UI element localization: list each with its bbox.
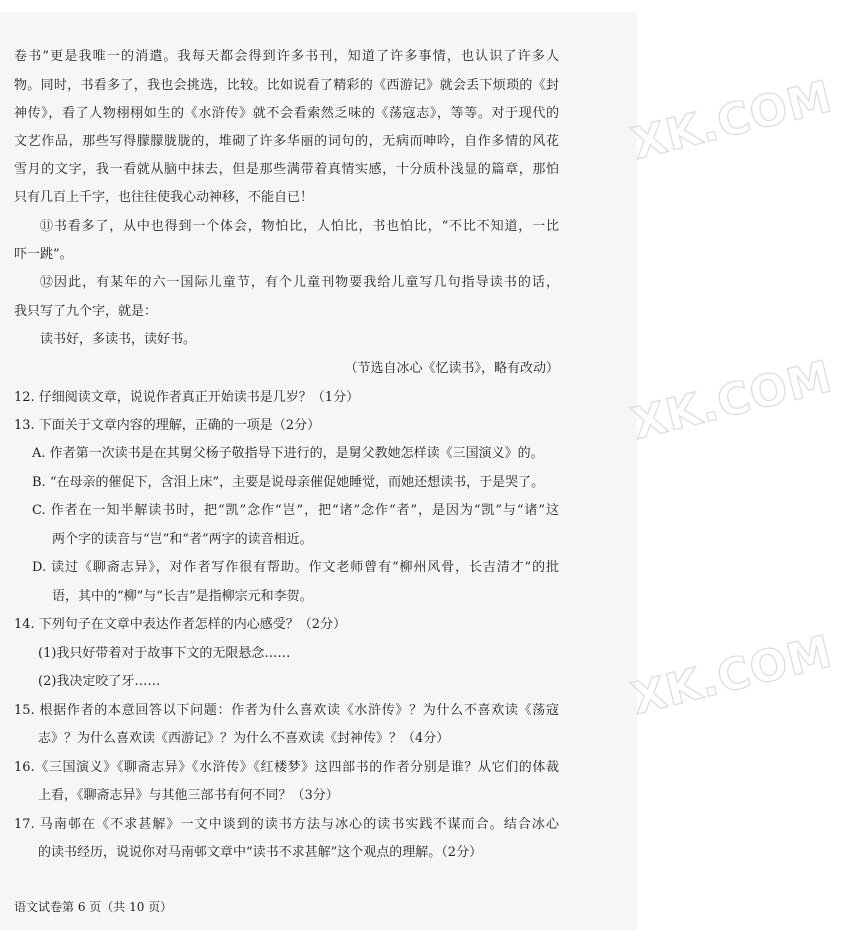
question-16-cont: 上看，《聊斋志异》与其他三部书有何不同？（3分） bbox=[38, 788, 339, 803]
passage-line: 卷书”更是我唯一的消遣。我每天都会得到许多书刊，知道了许多事情，也认识了许多人 bbox=[14, 49, 559, 64]
question-14-item-1: (1)我只好带着对于故事下文的无限悬念…… bbox=[38, 646, 291, 661]
passage-source: （节选自冰心《忆读书》，略有改动） bbox=[344, 361, 559, 376]
passage-line: 神传》，看了人物栩栩如生的《水浒传》就不会看索然乏味的《荡寇志》，等等。对于现代的 bbox=[14, 106, 559, 121]
watermark: XK.COM bbox=[626, 71, 838, 170]
passage-paragraph-12: ⑫因此，有某年的六一国际儿童节，有个儿童刊物要我给儿童写几句指导读书的话， bbox=[40, 275, 559, 290]
passage-paragraph-11: ⑪书看多了，从中也得到一个体会，物怕比，人怕比，书也怕比，“不比不知道，一比 bbox=[40, 219, 559, 234]
watermark: XK.COM bbox=[626, 626, 838, 725]
question-13-option-c: C. 作者在一知半解读书时，把“凯”念作“岂”，把“诸”念作“者”，是因为“凯”与“诸”这 bbox=[32, 503, 559, 518]
question-15: 15. 根据作者的本意回答以下问题：作者为什么喜欢读《水浒传》？为什么不喜欢读《荡寇 bbox=[14, 703, 559, 718]
question-13-option-c-cont: 两个字的读音与“岂”和“者”两字的读音相近。 bbox=[52, 532, 313, 547]
question-13-option-d-cont: 语，其中的“柳”与“长吉”是指柳宗元和李贺。 bbox=[52, 589, 313, 604]
question-15-cont: 志》？为什么喜欢读《西游记》？为什么不喜欢读《封神传》？（4分） bbox=[38, 731, 450, 746]
passage-line: 我只写了九个字，就是： bbox=[14, 304, 158, 319]
exam-page bbox=[0, 12, 637, 930]
question-13-option-d: D. 读过《聊斋志异》，对作者写作很有帮助。作文老师曾有“柳州风骨，长吉清才”的批 bbox=[32, 560, 559, 575]
question-17: 17. 马南邨在《不求甚解》一文中谈到的读书方法与冰心的读书实践不谋而合。结合冰心 bbox=[14, 817, 559, 832]
passage-line: 文艺作品，那些写得朦朦胧胧的，堆砌了许多华丽的词句的，无病而呻吟，自作多情的风花 bbox=[14, 134, 559, 149]
question-16: 16.《三国演义》《聊斋志异》《水浒传》《红楼梦》这四部书的作者分别是谁？从它们的体裁 bbox=[14, 760, 559, 775]
passage-line: 雪月的文字，我一看就从脑中抹去，但是那些满带着真情实感，十分质朴浅显的篇章，那怕 bbox=[14, 162, 559, 177]
passage-motto: 读书好，多读书，读好书。 bbox=[40, 332, 197, 347]
question-13-option-a: A. 作者第一次读书是在其舅父杨子敬指导下进行的，是舅父教她怎样读《三国演义》的。 bbox=[32, 446, 544, 461]
question-13-option-b: B. “在母亲的催促下，含泪上床”，主要是说母亲催促她睡觉，而她还想读书，于是哭了。 bbox=[32, 475, 545, 490]
question-17-cont: 的读书经历，说说你对马南邨文章中“读书不求甚解”这个观点的理解。（2分） bbox=[38, 845, 483, 860]
question-14-item-2: (2)我决定咬了牙…… bbox=[38, 674, 161, 689]
page-footer: 语文试卷第 6 页（共 10 页） bbox=[14, 900, 173, 914]
passage-line: 只有几百上千字，也往往使我心动神移，不能自已！ bbox=[14, 190, 314, 205]
watermark: XK.COM bbox=[626, 351, 838, 450]
question-13: 13. 下面关于文章内容的理解，正确的一项是（2分） bbox=[14, 418, 321, 433]
question-12: 12. 仔细阅读文章，说说作者真正开始读书是几岁？（1分） bbox=[14, 390, 360, 405]
passage-line: 物。同时，书看多了，我也会挑选，比较。比如说看了精彩的《西游记》就会丢下烦琐的《封 bbox=[14, 78, 559, 93]
passage-line: 吓一跳”。 bbox=[14, 247, 73, 262]
question-14: 14. 下列句子在文章中表达作者怎样的内心感受？（2分） bbox=[14, 617, 347, 632]
